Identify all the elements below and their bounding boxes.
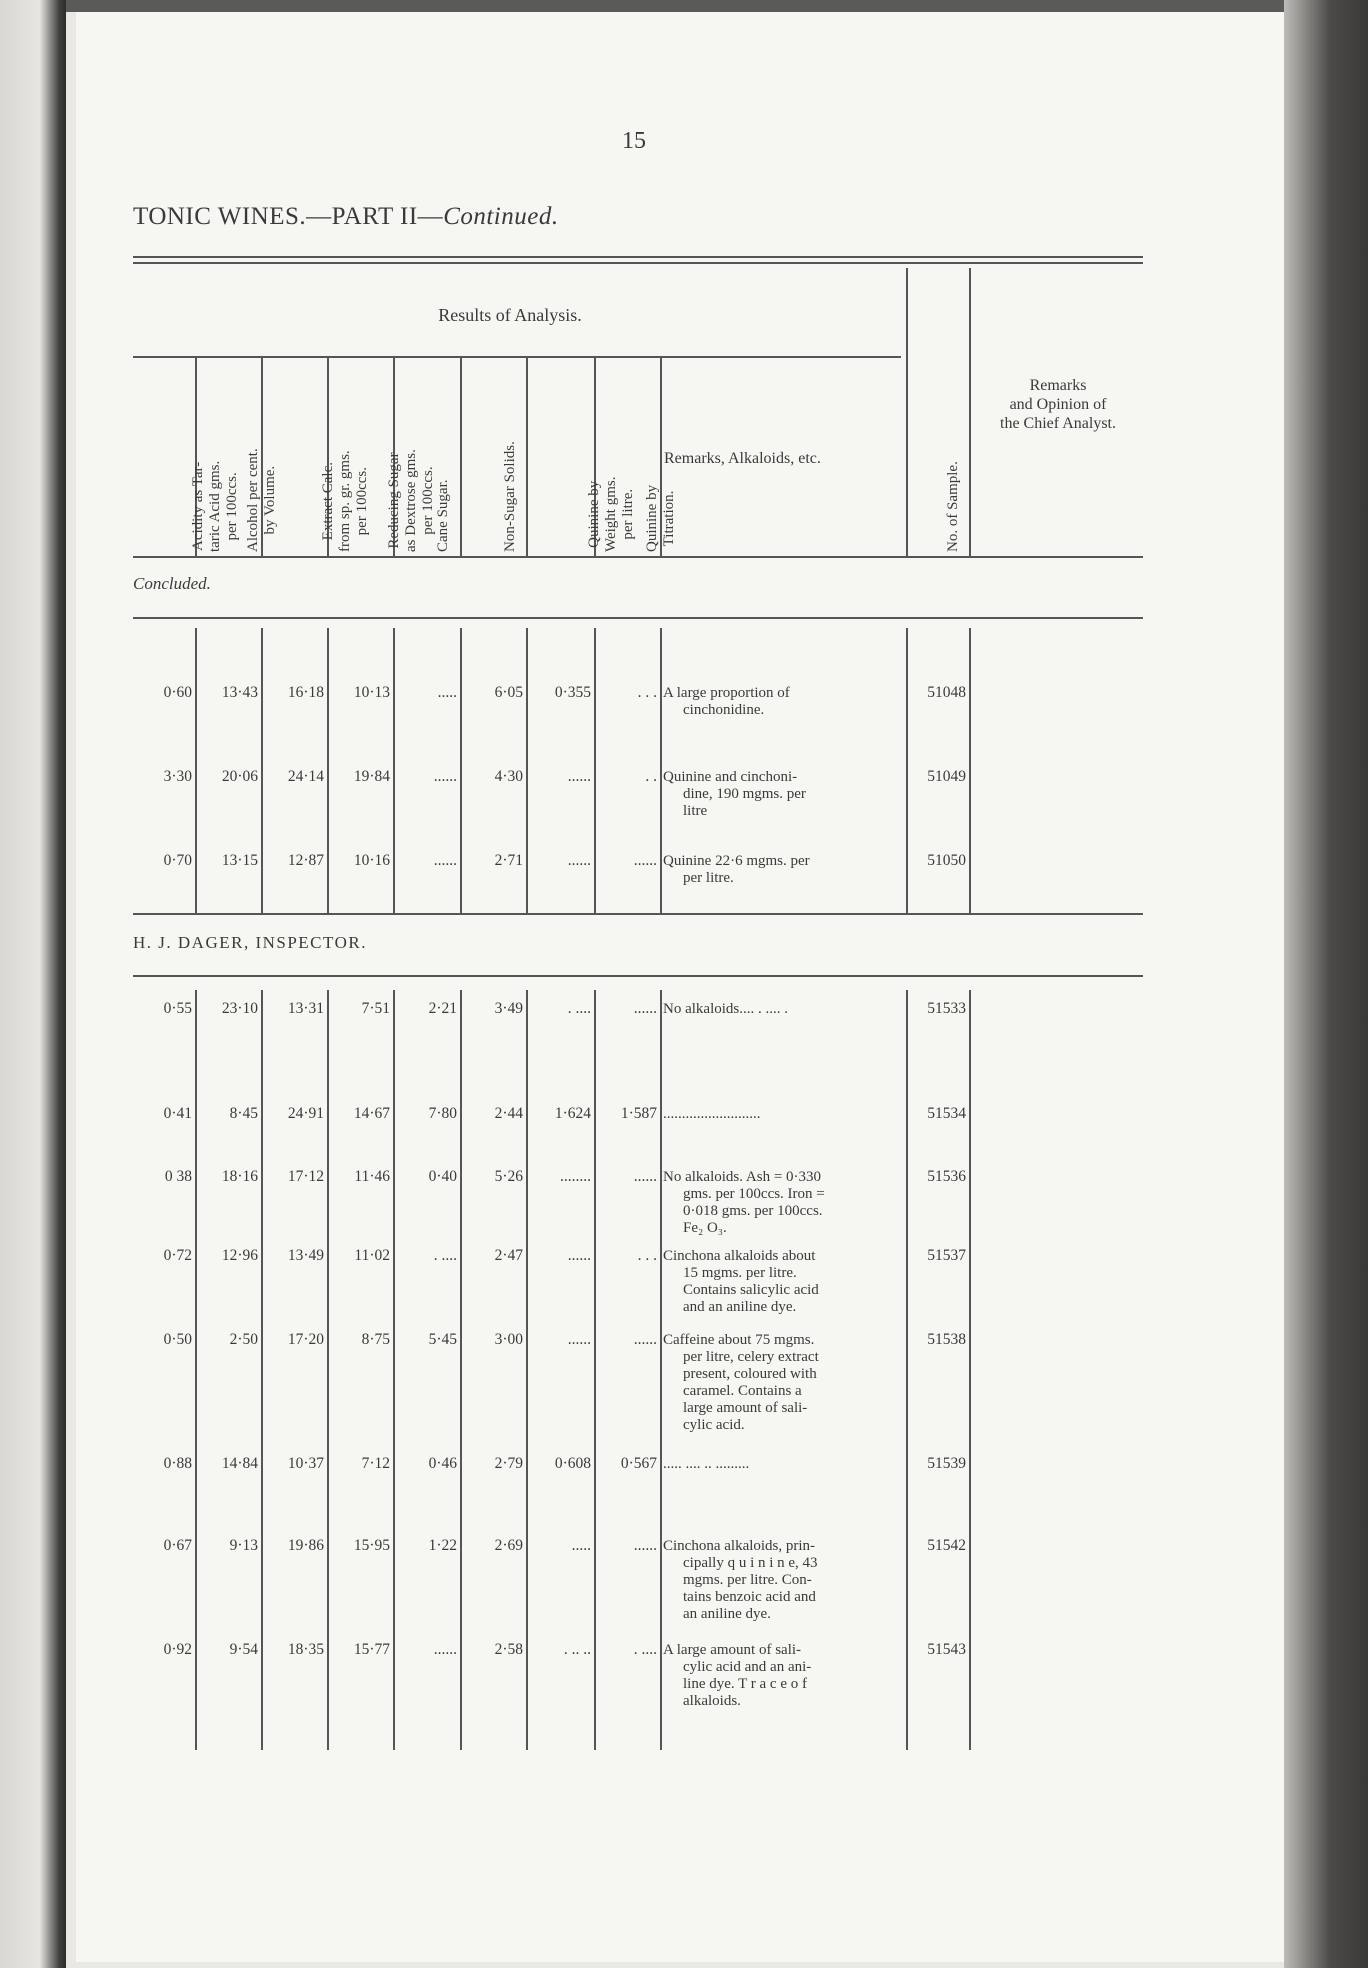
sample-number: 51539	[927, 1455, 966, 1472]
column-header-5	[435, 480, 452, 553]
table-cell: 10·16	[353, 852, 390, 869]
table-cell: ......	[567, 768, 591, 785]
page-title	[133, 203, 559, 231]
header-col-rule	[460, 357, 462, 556]
remarks-line: litre	[683, 803, 708, 819]
remarks-line: Contains salicylic acid	[683, 1282, 819, 1298]
column-header-line: Quinine by	[644, 484, 660, 552]
column-header-4	[386, 449, 437, 552]
table-cell: 24·91	[287, 1105, 324, 1122]
body-col-rule	[526, 628, 528, 913]
column-header-7	[586, 477, 637, 552]
remarks-line: Quinine 22·6 mgms. per	[663, 853, 810, 869]
table-cell: 8·45	[229, 1105, 258, 1122]
remarks-cell	[663, 1538, 903, 1623]
table-cell: 15·77	[353, 1641, 390, 1658]
table-cell: 19·84	[353, 768, 390, 785]
table-cell: 13·31	[287, 1000, 324, 1017]
table-cell: 0·88	[163, 1455, 192, 1472]
table-cell: . ....	[567, 1000, 591, 1017]
column-header-1	[190, 461, 241, 552]
sample-number-column-header: No. of Sample.	[945, 461, 961, 552]
table-cell: 13·49	[287, 1247, 324, 1264]
table-cell: ......	[633, 1000, 657, 1017]
column-header-line: Weight gms.	[602, 476, 619, 552]
table-cell: .....	[437, 684, 457, 701]
remarks-cell	[663, 769, 903, 820]
header-bottom-rule	[133, 556, 1143, 558]
column-header-6	[502, 441, 519, 552]
remarks-cell	[663, 853, 903, 887]
remarks-line: No alkaloids. Ash = 0·330	[663, 1169, 822, 1185]
remarks-cell	[663, 1642, 903, 1710]
table-cell: 12·87	[287, 852, 324, 869]
column-header-line: as Dextrose gms.	[402, 449, 419, 552]
remarks-line: 0·018 gms. per 100ccs.	[683, 1203, 823, 1219]
remarks-column-header: Remarks, Alkaloids, etc.	[664, 450, 821, 467]
table-cell: 18·35	[287, 1641, 324, 1658]
remarks-line: per litre, celery extract	[683, 1349, 819, 1365]
remarks-line: dine, 190 mgms. per	[683, 786, 806, 802]
table-cell: 6·05	[494, 684, 523, 701]
body-col-rule	[526, 990, 528, 1750]
chief-header-line: the Chief Analyst.	[1000, 415, 1116, 432]
table-cell: 17·20	[287, 1331, 324, 1348]
table-cell: 0·70	[163, 852, 192, 869]
column-header-2	[245, 448, 279, 552]
table-cell: 0·55	[163, 1000, 192, 1017]
table-cell: 0 38	[164, 1168, 192, 1185]
table-cell: 2·71	[494, 852, 523, 869]
column-header-line: Alcohol per cent.	[245, 448, 261, 552]
concluded-rule	[133, 617, 1143, 619]
remarks-line: present, coloured with	[683, 1366, 817, 1382]
body-col-rule	[393, 990, 395, 1750]
results-of-analysis-heading: Results of Analysis.	[438, 305, 582, 325]
table-top-rule-1	[133, 256, 1143, 258]
page-number: 15	[622, 128, 646, 154]
body-col-rule	[594, 990, 596, 1750]
table-cell: 0·60	[163, 684, 192, 701]
section-label-concluded: Concluded.	[133, 574, 211, 593]
body-col-rule	[327, 628, 329, 913]
remarks-line: ..........................	[663, 1106, 761, 1122]
table-top-rule-2	[133, 262, 1143, 264]
sample-number: 51534	[927, 1105, 966, 1122]
table-cell: 13·43	[221, 684, 258, 701]
table-cell: 5·26	[494, 1168, 523, 1185]
table-cell: . . .	[637, 1247, 657, 1264]
remarks-line: Caffeine about 75 mgms.	[663, 1332, 815, 1348]
table-cell: 11·02	[354, 1247, 390, 1264]
inspector-rule	[133, 975, 1143, 977]
remarks-cell	[663, 1001, 903, 1018]
body-col-rule	[969, 628, 971, 913]
table-cell: 0·72	[163, 1247, 192, 1264]
table-cell: 11·46	[354, 1168, 390, 1185]
table-cell: 3·00	[494, 1331, 523, 1348]
table-cell: ......	[633, 852, 657, 869]
sample-number: 51537	[927, 1247, 966, 1264]
column-header-line: per 100ccs.	[223, 472, 240, 541]
sample-number: 51538	[927, 1331, 966, 1348]
body-col-rule	[969, 990, 971, 1750]
table-cell: 0·50	[163, 1331, 192, 1348]
table-cell: 0·40	[428, 1168, 457, 1185]
table-cell: 2·44	[494, 1105, 523, 1122]
page-title-italic: Continued.	[443, 203, 559, 230]
remarks-line: an aniline dye.	[683, 1606, 771, 1622]
table-cell: 1·624	[554, 1105, 591, 1122]
remarks-line: large amount of sali-	[683, 1400, 808, 1416]
body-col-rule	[460, 628, 462, 913]
column-header-line: Quinine by	[585, 480, 602, 548]
table-cell: 2·21	[428, 1000, 457, 1017]
table-cell: . .	[645, 768, 657, 785]
table-cell: 24·14	[287, 768, 324, 785]
sample-number: 51542	[927, 1537, 966, 1554]
table-cell: 13·15	[221, 852, 258, 869]
table-cell: ........	[560, 1168, 591, 1185]
remarks-line: Cinchona alkaloids about	[663, 1248, 816, 1264]
table-cell: 2·79	[494, 1455, 523, 1472]
table-cell: 10·13	[353, 684, 390, 701]
table-cell: 9·54	[229, 1641, 258, 1658]
remarks-line: gms. per 100ccs. Iron =	[683, 1186, 825, 1202]
remarks-cell	[663, 1456, 903, 1473]
body-col-rule	[327, 990, 329, 1750]
chief-analyst-column-header	[968, 376, 1148, 433]
body-col-rule	[906, 990, 908, 1750]
table-cell: 17·12	[287, 1168, 324, 1185]
remarks-line: No alkaloids.... . .... .	[663, 1001, 788, 1017]
table-cell: 20·06	[221, 768, 258, 785]
table-cell: . .. ..	[563, 1641, 591, 1658]
table-cell: 7·12	[361, 1455, 390, 1472]
sample-number: 51533	[927, 1000, 966, 1017]
sample-number: 51536	[927, 1168, 966, 1185]
table-cell: 0·567	[620, 1455, 657, 1472]
remarks-line: Quinine and cinchoni-	[663, 769, 798, 785]
remarks-line: and an aniline dye.	[683, 1299, 797, 1315]
body-col-rule	[906, 628, 908, 913]
remarks-line: cylic acid.	[683, 1417, 745, 1433]
table-cell: 2·58	[494, 1641, 523, 1658]
column-header-line: per litre.	[619, 488, 636, 540]
column-header-8	[644, 485, 678, 552]
body-col-rule	[660, 990, 662, 1750]
body-col-rule	[594, 628, 596, 913]
remarks-line: A large proportion of	[663, 685, 790, 701]
remarks-cell	[663, 1248, 903, 1316]
remarks-line: caramel. Contains a	[683, 1383, 802, 1399]
column-header-line: Cane Sugar.	[434, 479, 451, 552]
column-header-3	[320, 450, 371, 552]
table-cell: 2·50	[229, 1331, 258, 1348]
remarks-cell	[663, 1332, 903, 1434]
table-cell: ......	[433, 852, 457, 869]
chief-header-line: and Opinion of	[1009, 396, 1107, 413]
table-cell: . ....	[433, 1247, 457, 1264]
column-header-line: by Volume.	[262, 465, 278, 535]
page-title-main: TONIC WINES.—PART II—	[133, 203, 444, 230]
body-col-rule	[460, 990, 462, 1750]
table-cell: .....	[571, 1537, 591, 1554]
remarks-line: ..... .... .. .........	[663, 1456, 750, 1472]
remarks-line: alkaloids.	[683, 1693, 741, 1709]
column-header-line: Titration.	[661, 490, 677, 547]
column-header-line: Non-Sugar Solids.	[501, 441, 518, 552]
table-cell: ......	[633, 1168, 657, 1185]
remarks-line: cylic acid and an ani-	[683, 1659, 812, 1675]
table-cell: 14·67	[353, 1105, 390, 1122]
scan-top-shadow	[0, 0, 1368, 12]
chief-header-line: Remarks	[1029, 377, 1087, 394]
sample-number: 51050	[927, 852, 966, 869]
table-cell: ......	[567, 852, 591, 869]
body-col-rule	[261, 628, 263, 913]
body-col-rule	[261, 990, 263, 1750]
table-cell: 10·37	[287, 1455, 324, 1472]
table-cell: 2·69	[494, 1537, 523, 1554]
table-cell: 0·92	[163, 1641, 192, 1658]
table-cell: 8·75	[361, 1331, 390, 1348]
results-group-rule	[133, 356, 901, 358]
body-col-rule	[195, 628, 197, 913]
table-cell: ......	[433, 1641, 457, 1658]
column-header-line: per 100ccs.	[419, 466, 436, 535]
section-end-rule	[133, 913, 1143, 915]
remarks-line: Cinchona alkaloids, prin-	[663, 1538, 816, 1554]
table-cell: 7·80	[428, 1105, 457, 1122]
table-cell: 2·47	[494, 1247, 523, 1264]
table-cell: 0·67	[163, 1537, 192, 1554]
body-col-rule	[195, 990, 197, 1750]
column-header-line: Extract Calc.	[319, 462, 336, 541]
column-header-line: from sp. gr. gms.	[336, 450, 353, 552]
table-cell: 7·51	[361, 1000, 390, 1017]
remarks-line: line dye. T r a c e o f	[683, 1676, 807, 1692]
header-col-rule	[906, 268, 908, 556]
table-cell: ......	[633, 1331, 657, 1348]
table-cell: 18·16	[221, 1168, 258, 1185]
table-cell: 16·18	[287, 684, 324, 701]
remarks-line: per litre.	[683, 870, 734, 886]
remarks-cell	[663, 1106, 903, 1123]
table-cell: 0·355	[554, 684, 591, 701]
table-cell: 5·45	[428, 1331, 457, 1348]
body-col-rule	[393, 628, 395, 913]
table-cell: . . .	[637, 684, 657, 701]
column-header-line: per 100ccs.	[353, 467, 370, 536]
table-cell: 0·46	[428, 1455, 457, 1472]
header-col-rule	[526, 357, 528, 556]
column-header-line: Acidity as Tar-	[189, 461, 206, 551]
sample-number: 51543	[927, 1641, 966, 1658]
table-cell: 4·30	[494, 768, 523, 785]
remarks-cell	[663, 1169, 903, 1237]
column-header-line: taric Acid gms.	[206, 460, 223, 552]
table-cell: 12·96	[221, 1247, 258, 1264]
table-cell: 1·587	[620, 1105, 657, 1122]
book-edge	[1284, 0, 1368, 1968]
sample-number: 51048	[927, 684, 966, 701]
table-cell: 23·10	[221, 1000, 258, 1017]
remarks-cell	[663, 685, 903, 719]
remarks-line: cinchonidine.	[683, 702, 765, 718]
remarks-line: 15 mgms. per litre.	[683, 1265, 797, 1281]
remarks-line: tains benzoic acid and	[683, 1589, 816, 1605]
table-cell: 9·13	[229, 1537, 258, 1554]
remarks-line: mgms. per litre. Con-	[683, 1572, 812, 1588]
table-cell: 19·86	[287, 1537, 324, 1554]
section-label-inspector: H. J. DAGER, INSPECTOR.	[133, 933, 367, 952]
body-col-rule	[660, 628, 662, 913]
table-cell: 1·22	[428, 1537, 457, 1554]
table-cell: . ....	[633, 1641, 657, 1658]
table-cell: 0·41	[163, 1105, 192, 1122]
table-cell: 15·95	[353, 1537, 390, 1554]
table-cell: 3·49	[494, 1000, 523, 1017]
table-cell: ......	[567, 1247, 591, 1264]
facing-page-edge	[0, 0, 66, 1968]
table-cell: 0·608	[554, 1455, 591, 1472]
remarks-line: A large amount of sali-	[663, 1642, 802, 1658]
table-cell: ......	[567, 1331, 591, 1348]
remarks-line: cipally q u i n i n e, 43	[683, 1555, 818, 1571]
sample-number: 51049	[927, 768, 966, 785]
column-header-line: Reducing Sugar	[385, 452, 402, 549]
remarks-line: Fe₂ O₃.	[683, 1220, 727, 1236]
table-cell: 3·30	[163, 768, 192, 785]
table-cell: ......	[633, 1537, 657, 1554]
table-cell: 14·84	[221, 1455, 258, 1472]
table-cell: ......	[433, 768, 457, 785]
